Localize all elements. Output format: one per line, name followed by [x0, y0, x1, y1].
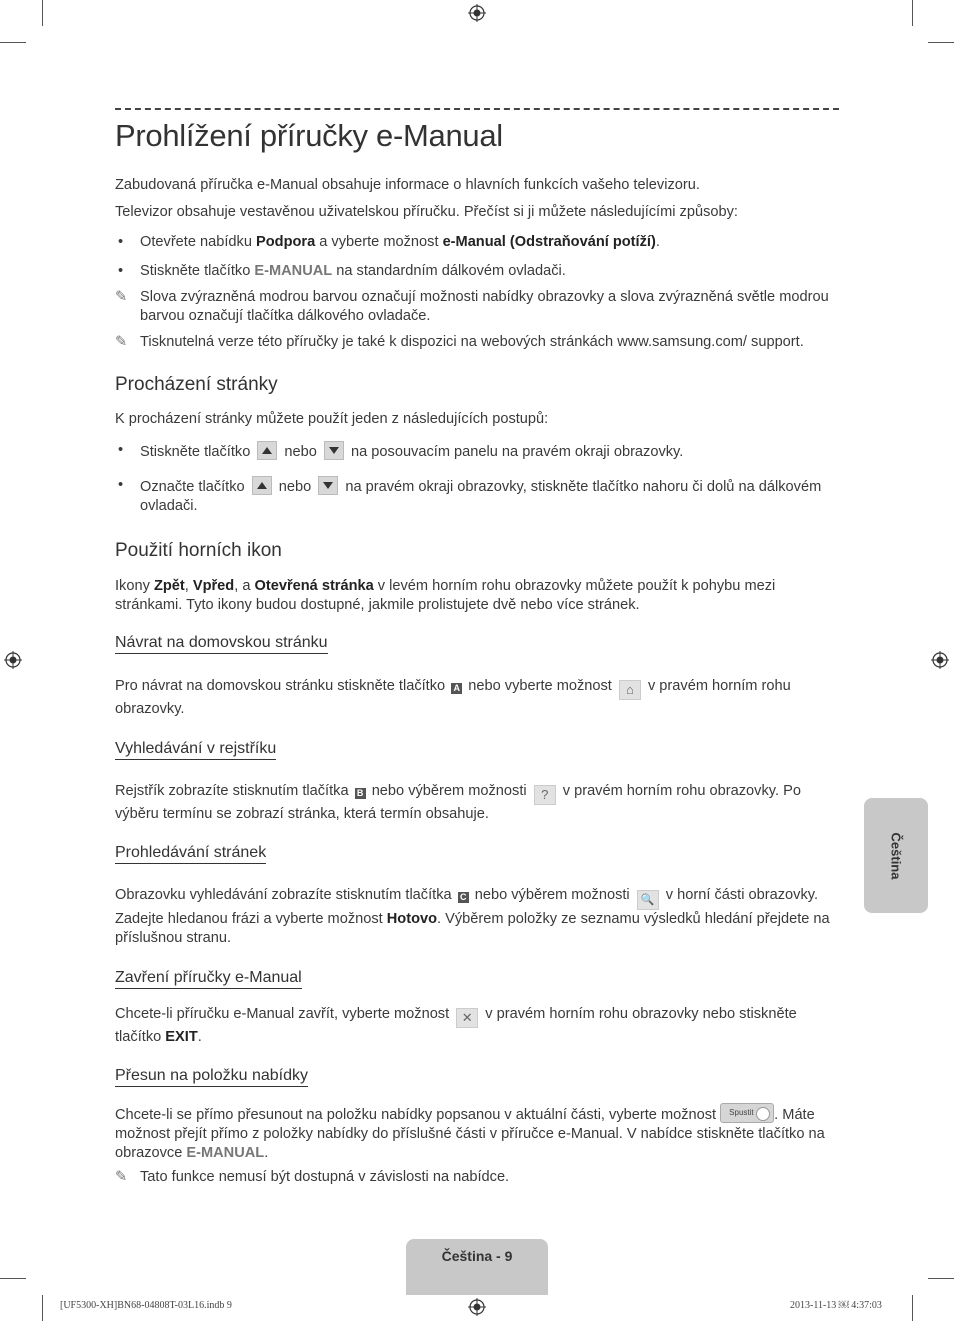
imprint-left: [UF5300-XH]BN68-04808T-03L16.indb 9: [60, 1300, 232, 1311]
spustit-button-label: Spustit: [729, 1108, 754, 1117]
note: [115, 1168, 839, 1187]
crop-mark: [0, 42, 26, 43]
text: Ikony: [115, 578, 154, 594]
arrow-up-icon[interactable]: [257, 441, 277, 460]
subsection: [115, 1067, 839, 1087]
arrow-up-icon[interactable]: [252, 476, 272, 495]
subsection: [115, 740, 839, 760]
bullet-icon: •: [118, 263, 124, 279]
registration-mark-icon: [468, 1298, 486, 1316]
subsection-heading: Vyhledávání v rejstříku: [115, 740, 276, 760]
page-number-tab: [406, 1239, 548, 1295]
pencil-icon: ✎: [115, 1169, 128, 1185]
crop-mark: [42, 1295, 43, 1321]
text: nebo: [274, 479, 316, 495]
list-item: [115, 262, 839, 281]
pencil-icon: ✎: [115, 334, 128, 350]
text: nebo vyberte možnost: [464, 678, 616, 694]
page-number-label: Čeština - 9: [441, 1248, 513, 1264]
section-intro: K procházení stránky můžete použít jeden z následujících postupů:: [115, 411, 549, 427]
subsection: [115, 634, 839, 654]
intro-paragraph: Televizor obsahuje vestavěnou uživatelskou příručku. Přečíst si ji můžete následujícími způsoby:: [115, 204, 738, 220]
text: a vyberte možnost: [315, 234, 443, 250]
bullet-icon: •: [118, 234, 124, 250]
section-paragraph: [115, 577, 839, 615]
text: , a: [234, 578, 255, 594]
language-side-tab-label: Čeština: [888, 832, 904, 879]
index-icon[interactable]: ?: [534, 785, 556, 805]
crop-mark: [928, 1278, 954, 1279]
subsection: [115, 844, 839, 864]
menu-option: e-Manual (Odstraňování potíží): [442, 234, 656, 250]
crop-mark: [912, 1295, 913, 1321]
screen-button-name: E-MANUAL: [186, 1145, 265, 1161]
subsection-paragraph: [115, 1103, 839, 1163]
option-name: Hotovo: [386, 911, 438, 927]
icon-name: Otevřená stránka: [254, 578, 374, 594]
icon-name: Vpřed: [192, 578, 235, 594]
registration-mark-icon: [4, 651, 22, 669]
remote-button-name: EXIT: [165, 1029, 198, 1045]
crop-mark: [0, 1278, 26, 1279]
text: . Máte možnost přejít přímo z položky nabídky do příslušné části v příručce e-Manual. V nabídce stiskněte tlačítko na obrazovce: [115, 1107, 825, 1161]
close-icon[interactable]: ✕: [456, 1008, 478, 1028]
text: Stiskněte tlačítko: [140, 263, 255, 279]
text: Rejstřík zobrazíte stisknutím tlačítka: [115, 783, 353, 799]
list-item: [115, 476, 839, 516]
text: Pro návrat na domovskou stránku stiskněte tlačítko: [115, 678, 450, 694]
text: v horní části obrazovky. Zadejte hledanou frázi a vyberte možnost: [115, 887, 819, 927]
page-content: [115, 108, 839, 1187]
section-heading: Použití horních ikon: [115, 540, 282, 561]
menu-name: Podpora: [256, 234, 316, 250]
subsection-paragraph: [115, 1005, 839, 1047]
text: Označte tlačítko: [140, 479, 249, 495]
subsection-paragraph: [115, 677, 839, 719]
play-icon: [756, 1107, 770, 1121]
text: Stiskněte tlačítko: [140, 444, 255, 460]
text: v levém horním rohu obrazovky můžete použít k pohybu mezi stránkami. Tyto ikony budou dostupné, jakmile prolistujete dvě nebo více stránek.: [115, 578, 776, 613]
subsection-heading: Zavření příručky e-Manual: [115, 969, 302, 989]
subsection-heading: Prohledávání stránek: [115, 844, 266, 864]
registration-mark-icon: [468, 4, 486, 22]
key-c-icon: C: [458, 892, 469, 903]
crop-mark: [928, 42, 954, 43]
bullet-icon: •: [118, 442, 124, 458]
list-item: [115, 441, 839, 462]
list-item: [115, 233, 839, 252]
intro-paragraph: Zabudovaná příručka e-Manual obsahuje informace o hlavních funkcích vašeho televizoru.: [115, 177, 700, 193]
text: Obrazovku vyhledávání zobrazíte stisknutím tlačítka: [115, 887, 456, 903]
text: nebo výběrem možnosti: [367, 783, 531, 799]
subsection-paragraph: [115, 886, 839, 948]
text: .: [655, 234, 660, 250]
note-text: Tisknutelná verze této příručky je také k dispozici na webových stránkách www.samsung.com/ support.: [140, 334, 804, 350]
key-b-icon: B: [355, 788, 366, 799]
text: v pravém horním rohu obrazovky. Po výběru termínu se zobrazí stránka, která termín obsahuje.: [115, 783, 801, 822]
dashed-rule: [115, 108, 839, 110]
text: v pravém horním rohu obrazovky nebo stiskněte tlačítko: [115, 1006, 797, 1045]
arrow-down-icon[interactable]: [318, 476, 338, 495]
text: .: [197, 1029, 202, 1045]
text: na posouvacím panelu na pravém okraji obrazovky.: [346, 444, 684, 460]
note: [115, 333, 839, 352]
page-title: Prohlížení příručky e-Manual: [115, 118, 503, 153]
note: [115, 288, 839, 326]
text: Chcete-li se přímo přesunout na položku nabídky popsanou v aktuální části, vyberte možnost: [115, 1107, 721, 1123]
crop-mark: [912, 0, 913, 26]
crop-mark: [42, 0, 43, 26]
subsection-paragraph: [115, 782, 839, 824]
subsection-heading: Návrat na domovskou stránku: [115, 634, 328, 654]
bullet-list: [115, 441, 839, 516]
text: nebo: [280, 444, 321, 460]
bullet-icon: •: [118, 477, 124, 493]
remote-button-name: E-MANUAL: [254, 263, 333, 279]
text: na pravém okraji obrazovky, stiskněte tlačítko nahoru či dolů na dálkovém ovladači.: [140, 479, 822, 514]
home-icon[interactable]: ⌂: [619, 680, 641, 700]
key-a-icon: A: [451, 683, 462, 694]
registration-mark-icon: [931, 651, 949, 669]
text: na standardním dálkovém ovladači.: [332, 263, 566, 279]
note-text: Tato funkce nemusí být dostupná v závislosti na nabídce.: [140, 1169, 510, 1185]
text: . Výběrem položky ze seznamu výsledků hledání přejdete na příslušnou stranu.: [115, 911, 830, 946]
bullet-list: [115, 233, 839, 281]
text: ,: [184, 578, 193, 594]
language-side-tab: [864, 798, 928, 913]
icon-name: Zpět: [153, 578, 185, 594]
text: Otevřete nabídku: [140, 234, 257, 250]
text: nebo výběrem možnosti: [470, 887, 634, 903]
section-heading: Procházení stránky: [115, 374, 278, 395]
arrow-down-icon[interactable]: [324, 441, 344, 460]
text: v pravém horním rohu obrazovky.: [115, 678, 791, 717]
text: Chcete-li příručku e-Manual zavřít, vyberte možnost: [115, 1006, 454, 1022]
pencil-icon: ✎: [115, 289, 128, 305]
imprint-right: 2013-11-13 ￼ 4:37:03: [790, 1300, 882, 1311]
search-icon[interactable]: 🔍: [637, 890, 659, 910]
spustit-button[interactable]: [720, 1103, 774, 1123]
subsection-heading: Přesun na položku nabídky: [115, 1067, 308, 1087]
subsection: [115, 969, 839, 989]
note-text: Slova zvýrazněná modrou barvou označují možnosti nabídky obrazovky a slova zvýrazněná světle modrou barvou označují tlačítka dálkového ovladače.: [140, 289, 829, 324]
text: .: [264, 1145, 269, 1161]
